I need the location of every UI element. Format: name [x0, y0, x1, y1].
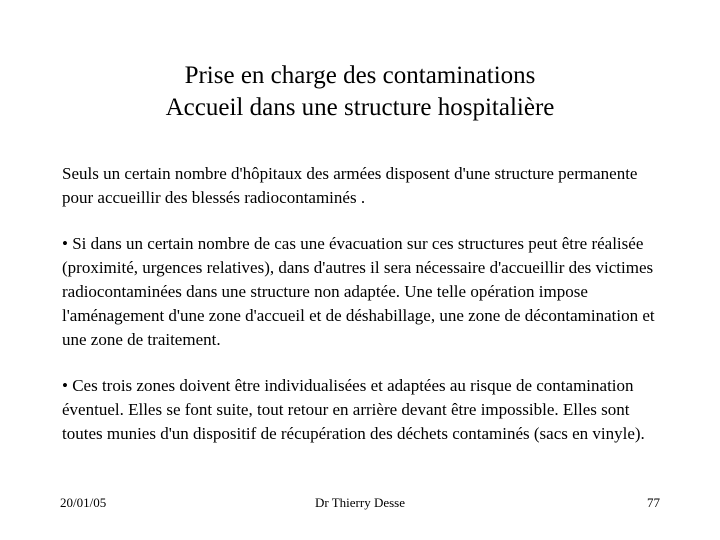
title-line-2: Accueil dans une structure hospitalière: [165, 94, 555, 121]
paragraph-intro: Seuls un certain nombre d'hôpitaux des armées disposent d'une structure permanente pour accueillir des blessés radiocontaminés .: [62, 164, 638, 207]
paragraph-bullet-evacuation: • Si dans un certain nombre de cas une évacuation sur ces structures peut être réalisée (proximité, urgences relatives), dans d'autres il sera nécessaire d'accueillir des victimes radiocontaminées dans une structure non adaptée. Une telle opération impose l'aménagement d'une zone d'accueil et de déshabillage, une zone de décontamination et une zone de traitement.: [62, 234, 655, 349]
slide-body: [62, 162, 672, 468]
slide-title: [60, 60, 660, 124]
footer-page-number: 77: [647, 495, 660, 510]
title-line-1: Prise en charge des contaminations: [184, 62, 536, 89]
paragraph-bullet-zones: • Ces trois zones doivent être individualisées et adaptées au risque de contamination éventuel. Elles se font suite, tout retour en arrière devant être impossible. Elles sont toutes munies d'un dispositif de récupération des déchets contaminés (sacs en vinyle).: [62, 376, 645, 443]
footer-author: Dr Thierry Desse: [314, 495, 405, 510]
footer-date: 20/01/05: [60, 495, 107, 510]
